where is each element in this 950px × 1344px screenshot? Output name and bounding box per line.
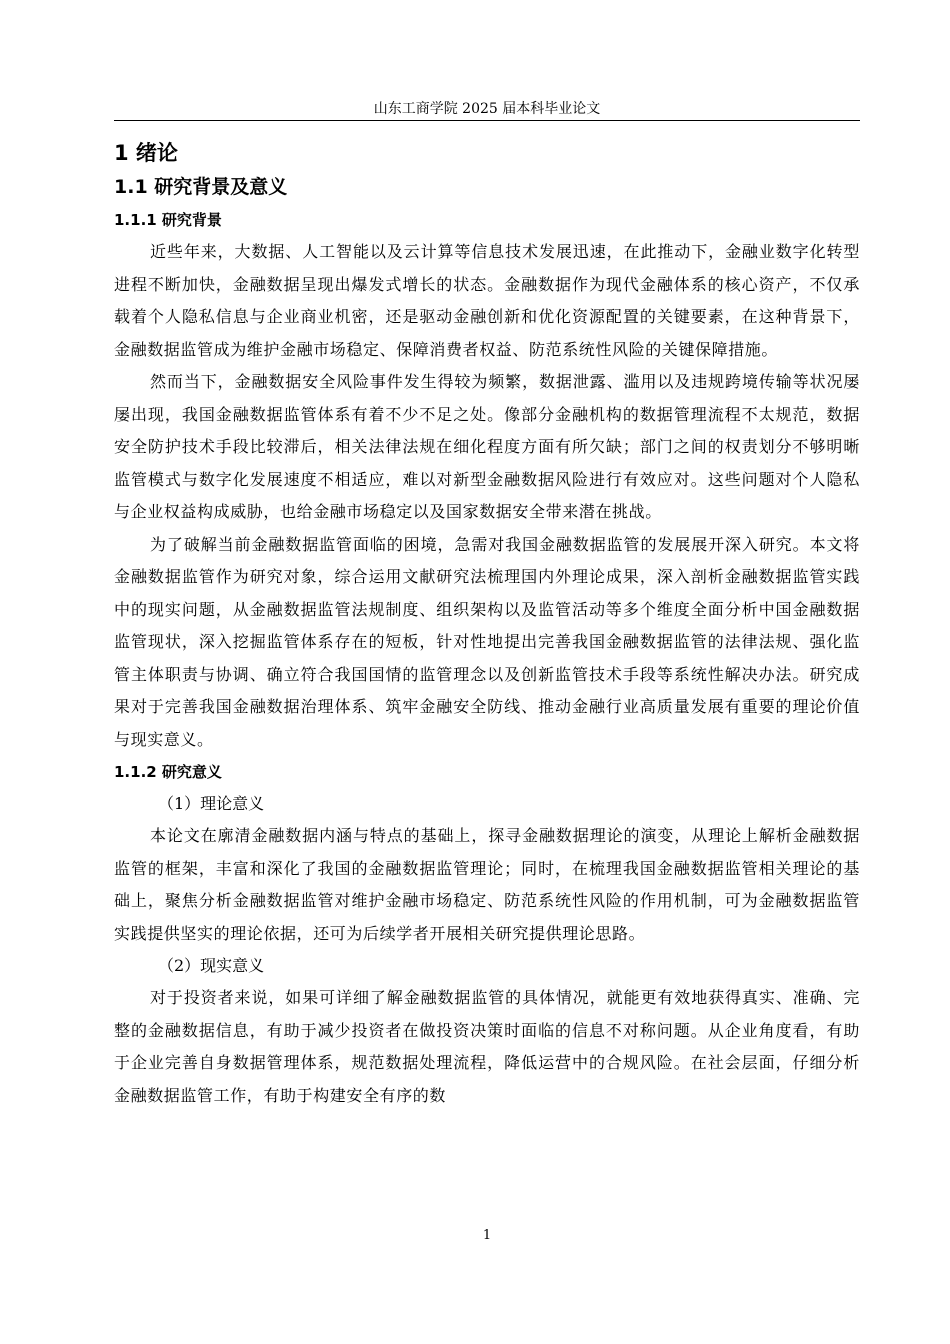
theory-significance-label: （1）理论意义	[158, 794, 265, 813]
page-number: 1	[482, 1228, 492, 1243]
paragraph: 近些年来，大数据、人工智能以及云计算等信息技术发展迅速，在此推动下，金融业数字化转型进程不断加快，金融数据呈现出爆发式增长的状态。金融数据作为现代金融体系的核心资产，不仅承载着个人隐私信息与企业商业机密，还是驱动金融创新和优化资源配置的关键要素，在这种背景下，金融数据监管成为维护金融市场稳定、保障消费者权益、防范系统性风险的关键保障措施。	[114, 242, 860, 359]
practical-significance-label: （2）现实意义	[158, 956, 265, 975]
chapter-title: 1 绪论	[114, 141, 178, 165]
subsection-title-background: 1.1.1 研究背景	[114, 211, 222, 229]
subsection-title-significance: 1.1.2 研究意义	[114, 763, 222, 781]
page-body	[114, 138, 860, 1112]
header-divider	[114, 120, 860, 121]
paragraph: 为了破解当前金融数据监管面临的困境，急需对我国金融数据监管的发展展开深入研究。本文将金融数据监管作为研究对象，综合运用文献研究法梳理国内外理论成果，深入剖析金融数据监管实践中的现实问题，从金融数据监管法规制度、组织架构以及监管活动等多个维度全面分析中国金融数据监管现状，深入挖掘监管体系存在的短板，针对性地提出完善我国金融数据监管的法律法规、强化监管主体职责与协调、确立符合我国国情的监管理念以及创新监管技术手段等系统性解决办法。研究成果对于完善我国金融数据治理体系、筑牢金融安全防线、推动金融行业高质量发展有重要的理论价值与现实意义。	[114, 534, 860, 749]
paragraph: 对于投资者来说，如果可详细了解金融数据监管的具体情况，就能更有效地获得真实、准确、完整的金融数据信息，有助于减少投资者在做投资决策时面临的信息不对称问题。从企业角度看，有助于企业完善自身数据管理体系，规范数据处理流程，降低运营中的合规风险。在社会层面，仔细分析金融数据监管工作，有助于构建安全有序的数	[114, 988, 860, 1105]
paragraph: 然而当下，金融数据安全风险事件发生得较为频繁，数据泄露、滥用以及违规跨境传输等状况屡屡出现，我国金融数据监管体系有着不少不足之处。像部分金融机构的数据管理流程不太规范，数据安全防护技术手段比较滞后，相关法律法规在细化程度方面有所欠缺；部门之间的权责划分不够明晰监管模式与数字化发展速度不相适应，难以对新型金融数据风险进行有效应对。这些问题对个人隐私与企业权益构成威胁，也给金融市场稳定以及国家数据安全带来潜在挑战。	[114, 372, 860, 521]
running-header: 山东工商学院 2025 届本科毕业论文	[373, 101, 601, 117]
section-title: 1.1 研究背景及意义	[114, 176, 288, 198]
paragraph: 本论文在廓清金融数据内涵与特点的基础上，探寻金融数据理论的演变，从理论上解析金融数据监管的框架，丰富和深化了我国的金融数据监管理论；同时，在梳理我国金融数据监管相关理论的基础上，聚焦分析金融数据监管对维护金融市场稳定、防范系统性风险的作用机制，可为金融数据监管实践提供坚实的理论依据，还可为后续学者开展相关研究提供理论思路。	[114, 826, 860, 943]
